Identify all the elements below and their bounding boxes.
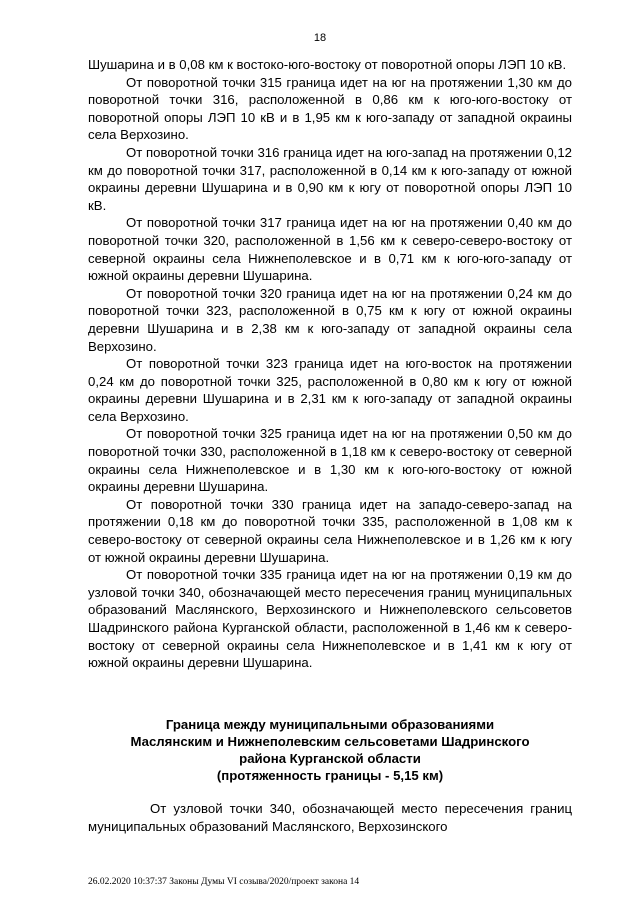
paragraph: От поворотной точки 317 граница идет на юг на протяжении 0,40 км до поворотной точки 320, расположенной в 1,56 км к северо-северо-востоку от северной окраины села Нижнеполевское и в 0,71 км к юго-юго-западу от южной окраины деревни Шушарина.	[88, 215, 572, 284]
section-heading-line: района Курганской области	[239, 751, 421, 766]
paragraph: От поворотной точки 323 граница идет на юго-восток на протяжении 0,24 км до поворотной точки 325, расположенной в 0,80 км к югу от южной окраины деревни Шушарина и в 2,31 км к юго-западу от западной окраины села Верхозино.	[88, 356, 572, 424]
document-footer: 26.02.2020 10:37:37 Законы Думы VI созыва/2020/проект закона 14	[88, 877, 360, 887]
paragraph: От узловой точки 340, обозначающей место пересечения границ муниципальных образований Маслянского, Верхозинского	[88, 801, 572, 834]
paragraph: От поворотной точки 316 граница идет на юго-запад на протяжении 0,12 км до поворотной точки 317, расположенной в 0,14 км к юго-западу от южной окраины деревни Шушарина и в 0,90 км к югу от поворотной опоры ЛЭП 10 кВ.	[88, 144, 572, 213]
paragraph: От поворотной точки 330 граница идет на западо-северо-запад на протяжении 0,18 км до поворотной точки 335, расположенной в 1,08 км к северо-востоку от северной окраины села Нижнеполевское и в 1,26 км к югу от южной окраины деревни Шушарина.	[88, 496, 572, 565]
paragraph-continuation: Шушарина и в 0,08 км к востоко-юго-востоку от поворотной опоры ЛЭП 10 кВ.	[88, 57, 567, 72]
paragraph: От поворотной точки 335 граница идет на юг на протяжении 0,19 км до узловой точки 340, обозначающей место пересечения границ муниципальных образований Маслянского, Верхозинского и Нижнеполевского сельсоветов Шадринского района Курганской области, расположенной в 1,46 км к северо-востоку от северной окраины села Нижнеполевское и в 1,41 км к югу от южной окраины деревни Шушарина.	[88, 567, 572, 671]
section-heading	[88, 716, 572, 784]
section-body	[88, 800, 572, 835]
paragraph: От поворотной точки 325 граница идет на юг на протяжении 0,50 км до поворотной точки 330, расположенной в 1,18 км к северо-востоку от северной окраины села Нижнеполевское и в 1,30 км к юго-юго-востоку от южной окраины деревни Шушарина.	[88, 426, 572, 495]
paragraph: От поворотной точки 315 граница идет на юг на протяжении 1,30 км до поворотной точки 316, расположенной в 0,86 км к юго-юго-востоку от поворотной опоры ЛЭП 10 кВ и в 1,95 км к юго-западу от западной окраины села Верхозино.	[88, 74, 572, 143]
section-heading-line: Граница между муниципальными образованиями	[165, 717, 495, 732]
section-heading-length: (протяженность границы - 5,15 км)	[216, 768, 444, 783]
paragraph: От поворотной точки 320 граница идет на юг на протяжении 0,24 км до поворотной точки 323, расположенной в 0,75 км к югу от южной окраины деревни Шушарина и в 2,38 км к юго-западу от западной окраины села Верхозино.	[88, 285, 572, 354]
page-number: 18	[313, 32, 327, 44]
section-heading-line: Маслянским и Нижнеполевским сельсоветами Шадринского	[130, 734, 530, 749]
document-body	[88, 56, 572, 672]
